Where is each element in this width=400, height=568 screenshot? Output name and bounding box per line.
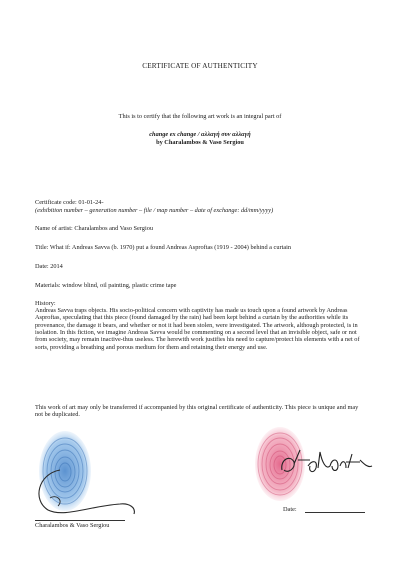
date-label: Date: xyxy=(283,506,297,513)
certificate-code-format: (exhibition number – generation number – file / map number – date of exchange: dd/mm/yyyy) xyxy=(35,207,274,214)
handwritten-signature-icon xyxy=(276,440,376,484)
work-title: change ex change / αλλαγή συν αλλαγή xyxy=(149,131,251,138)
artist-name: Name of artist: Charalambos and Vaso Sergiou xyxy=(35,225,153,232)
history-label: History: xyxy=(35,300,56,307)
transfer-note: This work of art may only be transferred if accompanied by this original certificate of authenticity. This piece is unique and may not be duplicated. xyxy=(35,404,359,419)
history-text: Andreas Savva traps objects. His socio-political concern with captivity has made us touch upon a found artwork by Andreas Asproftas, speculating that this piece (found damaged by the rain) had been kept behind a curtain by the authorities while its provenance, the damage it bears, and whether or not it had been stolen, were investigated. The artwork, although protected, is in isolation. In this fiction, we imagine Andreas Savva would be commenting on a second level that an invisible object, safe or not from society, may remain inactive-thus useless. The herewith work justifies his need to capture/protect his elements with a net of sorts, providing a breathing and porous medium for them and retaining their energy and use. xyxy=(35,307,360,351)
left-signature-icon xyxy=(30,460,140,522)
date-line xyxy=(305,512,365,513)
certificate-intro: This is to certify that the following art work is an integral part of xyxy=(118,113,282,120)
signature-caption: Charalambos & Vaso Sergiou xyxy=(35,522,110,529)
signature-line xyxy=(35,520,125,521)
artists-line: by Charalambos & Vaso Sergiou xyxy=(156,139,244,146)
artwork-materials: Materials: window blind, oil painting, plastic crime tape xyxy=(35,282,177,289)
signature-text: Stadioutis xyxy=(276,440,281,441)
artwork-date: Date: 2014 xyxy=(35,263,63,270)
certificate-title: CERTIFICATE OF AUTHENTICITY xyxy=(142,62,258,70)
certificate-code: Certificate code: 01-01-24- xyxy=(35,199,104,206)
artwork-title: Title: What if: Andreas Savva (b. 1970) put a found Andreas Asproftas (1919 - 2004) behind a curtain xyxy=(35,244,292,251)
